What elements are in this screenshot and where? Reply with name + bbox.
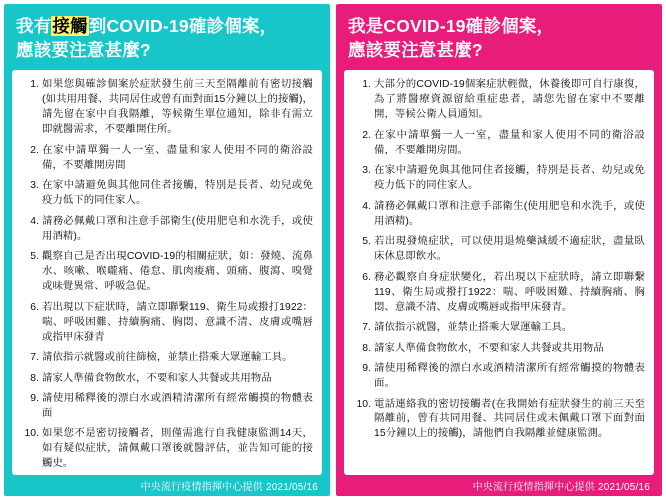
- list-item: 8. 請家人準備食物飲水，不要和家人共餐或共用物品: [42, 372, 313, 387]
- panel-close-contact-list: [21, 78, 313, 472]
- list-item: 8. 請家人準備食物飲水，不要和家人共餐或共用物品: [374, 342, 645, 357]
- panel-close-contact-title-highlight: 接觸: [52, 16, 88, 36]
- panel-confirmed-case-title-line2: 應該要注意甚麼?: [348, 40, 483, 61]
- panel-close-contact: [4, 4, 330, 496]
- list-item: 6. 若出現以下症狀時，請立即聯繫119、衛生局或撥打1922：喘、呼吸困難、持續胸痛、胸悶、意識不清、皮膚或嘴唇或指甲床發青: [42, 301, 313, 346]
- panel-close-contact-footer-text: 中央流行疫情指揮中心提供 2021/05/16: [140, 482, 318, 493]
- panel-close-contact-card: [12, 70, 322, 475]
- panel-close-contact-footer: [4, 475, 330, 496]
- list-item: 5. 觀察自己是否出現COVID-19的相關症狀，如：發燒、流鼻水、咳嗽、喉嚨痛、倦怠、肌肉痠痛、頭痛、腹瀉、嗅覺或味覺異常、呼吸急促。: [42, 250, 313, 295]
- panel-close-contact-title-line2: 應該要注意甚麼?: [16, 40, 151, 61]
- list-item: 7. 請依指示就醫或前往篩檢，並禁止搭乘大眾運輸工具。: [42, 351, 313, 366]
- panel-confirmed-case-title-line1: 我是COVID-19確診個案，: [348, 16, 555, 36]
- list-item: 6. 務必觀察自身症狀變化，若出現以下症狀時，請立即聯繫119、衛生局或撥打1922：喘、呼吸困難、持續胸痛、胸悶、意識不清、皮膚或嘴唇或指甲床發青。: [374, 271, 645, 316]
- list-item: 10. 如果您不是密切接觸者，則僅需進行自我健康監測14天，如有疑似症狀，請佩戴口罩後就醫評估，並告知可能的接觸史。: [42, 427, 313, 472]
- panel-close-contact-title: [4, 4, 330, 68]
- list-item: 1. 大部分的COVID-19個案症狀輕微，休養後即可自行康復，為了將醫療資源留給重症患者，請您先留在家中不要離開，等候公衛人員通知。: [374, 78, 645, 123]
- panel-close-contact-title-pre: 我有: [16, 16, 52, 36]
- list-item: 4. 請務必佩戴口罩和注意手部衛生(使用肥皂和水洗手，或使用酒精)。: [42, 215, 313, 245]
- panel-confirmed-case-list: [353, 78, 645, 442]
- panel-confirmed-case: [336, 4, 662, 496]
- list-item: 9. 請使用稀釋後的漂白水或酒精清潔所有經常觸摸的物體表面: [42, 392, 313, 422]
- list-item: 9. 請使用稀釋後的漂白水或酒精清潔所有經常觸摸的物體表面。: [374, 362, 645, 392]
- list-item: 7. 請依指示就醫，並禁止搭乘大眾運輸工具。: [374, 321, 645, 336]
- list-item: 3. 在家中請避免與其他同住者接觸，特別是長者、幼兒或免疫力低下的同住家人。: [374, 164, 645, 194]
- panel-close-contact-title-post: 到COVID-19確診個案，: [88, 16, 278, 36]
- list-item: 2. 在家中請單獨一人一室、盡量和家人使用不同的衛浴設備，不要離開房間: [42, 144, 313, 174]
- panel-confirmed-case-footer-text: 中央流行疫情指揮中心提供 2021/05/16: [472, 482, 650, 493]
- panel-confirmed-case-title: [336, 4, 662, 68]
- list-item: 5. 若出現發燒症狀，可以使用退燒藥減緩不適症狀，盡量臥床休息即飲水。: [374, 235, 645, 265]
- list-item: 3. 在家中請避免與其他同住者接觸，特別是長者、幼兒或免疫力低下的同住家人。: [42, 179, 313, 209]
- list-item: 1. 如果您與確診個案於症狀發生前三天至隔離前有密切接觸(如共用用餐、共同居住或曾有面對面15分鐘以上的接觸)，請先留在家中自我隔離，等候衛生單位通知，除非有需立即就醫需求，不要離開住所。: [42, 78, 313, 138]
- list-item: 2. 在家中請單獨一人一室，盡量和家人使用不同的衛浴設備，不要離開房間。: [374, 129, 645, 159]
- panel-confirmed-case-card: [344, 70, 654, 475]
- list-item: 4. 請務必佩戴口罩和注意手部衛生(使用肥皂和水洗手，或使用酒精)。: [374, 200, 645, 230]
- panel-confirmed-case-footer: [336, 475, 662, 496]
- list-item: 10. 電話連絡我的密切接觸者(在我開始有症狀發生的前三天至隔離前，曾有共同用餐、共同居住或未佩戴口罩下面對面15分鐘以上的接觸)，請他們自我隔離並健康監測。: [374, 398, 645, 443]
